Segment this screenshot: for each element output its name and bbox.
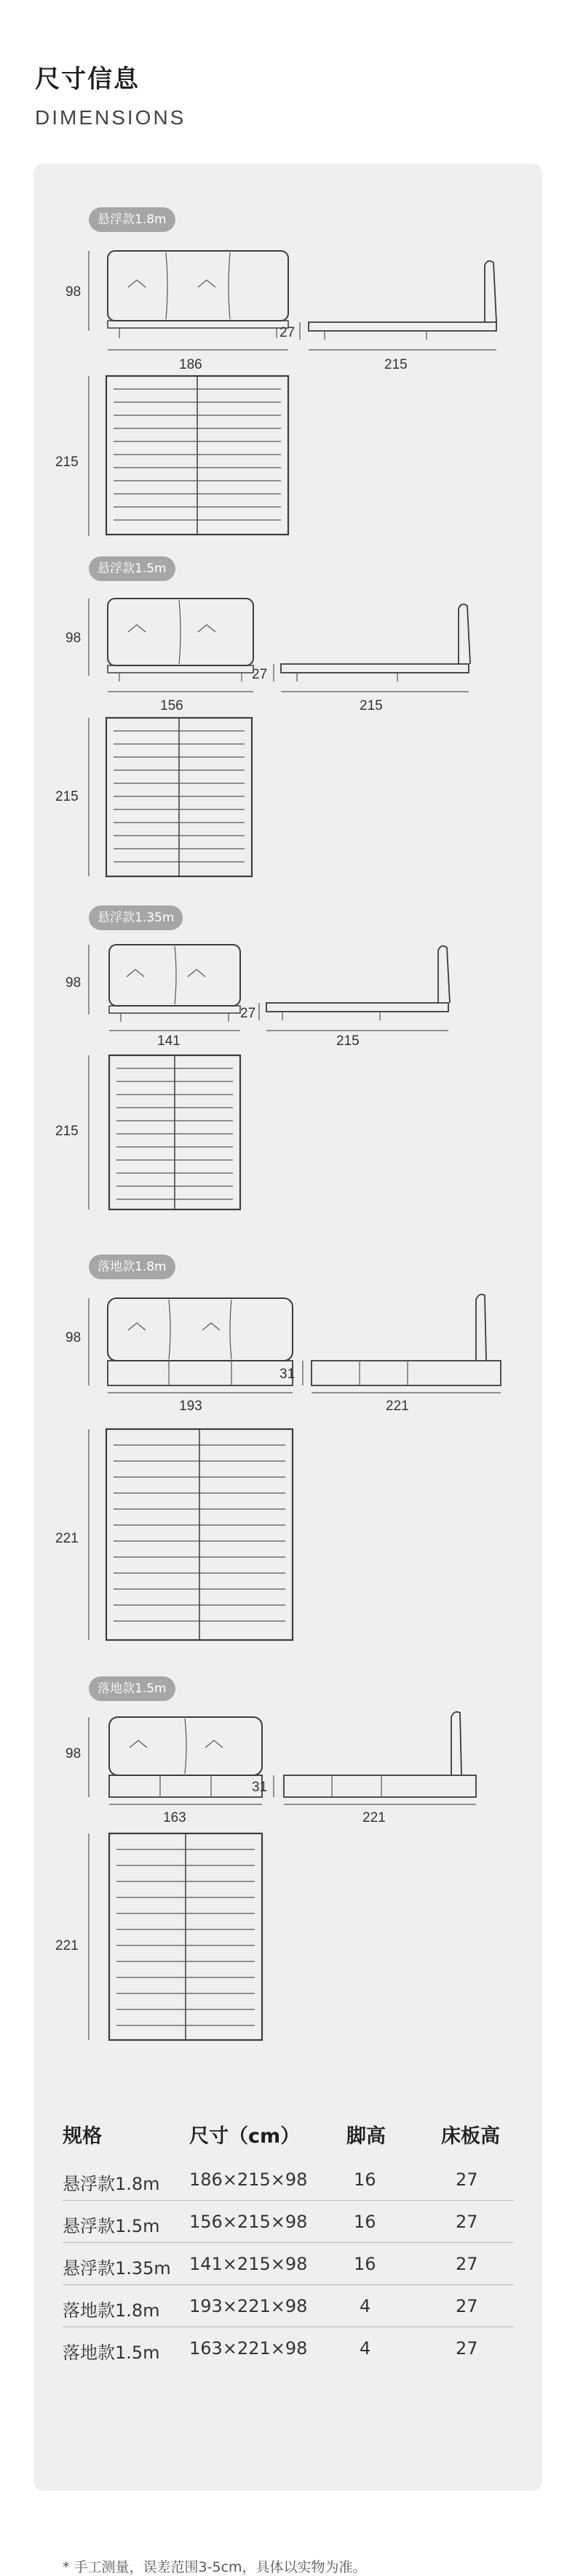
page-header [35,67,186,129]
height-label: 98 [66,1746,82,1761]
cell-spec: 悬浮款1.35m [63,2258,171,2279]
model-badge: 落地款1.8m [89,1255,175,1279]
table-row [63,2284,514,2327]
length-label: 215 [336,1033,360,1049]
cell-size: 141×215×98 [189,2254,308,2274]
table-row [63,2200,514,2243]
bed-drawing [33,1676,542,2084]
cell-board-height: 27 [456,2212,478,2232]
measurement-note: * 手工测量，误差范围3-5cm，具体以实物为准。 [63,2559,367,2575]
section-floating-1-35 [33,905,542,1240]
cell-spec: 悬浮款1.5m [63,2216,160,2236]
model-badge: 悬浮款1.35m [89,905,183,930]
cell-leg-height: 16 [354,2254,376,2274]
height-label: 98 [66,975,82,991]
model-badge: 悬浮款1.5m [89,556,175,581]
length-label: 215 [360,698,383,713]
plan-length-label: 221 [55,1938,79,1953]
cell-leg-height: 16 [354,2212,376,2232]
height-label: 98 [66,284,82,300]
cell-board-height: 27 [456,2338,478,2359]
section-ground-1-8 [33,1255,542,1662]
width-label: 141 [157,1033,181,1049]
page-subtitle: DIMENSIONS [35,106,186,129]
section-ground-1-5 [33,1676,542,2084]
width-label: 186 [179,357,202,372]
table-header [33,2120,542,2156]
model-badge: 悬浮款1.8m [89,207,175,232]
cell-spec: 落地款1.8m [63,2300,160,2321]
table-row [63,2158,514,2201]
leg-height-label: 27 [279,325,296,340]
cell-leg-height: 4 [360,2338,371,2359]
header-leg-height: 脚高 [346,2125,386,2148]
width-label: 163 [163,1810,186,1825]
cell-leg-height: 4 [360,2296,371,2316]
table-row [63,2242,514,2285]
leg-height-label: 27 [240,1006,256,1021]
header-spec: 规格 [63,2125,102,2148]
header-size: 尺寸（cm） [189,2125,301,2148]
leg-height-label: 27 [252,667,268,682]
plan-length-label: 215 [55,455,79,470]
cell-spec: 悬浮款1.8m [63,2174,160,2194]
leg-height-label: 31 [252,1780,268,1795]
plan-length-label: 221 [55,1531,79,1546]
leg-height-label: 31 [279,1367,296,1382]
plan-length-label: 215 [55,1124,79,1139]
bed-drawing [33,556,542,891]
width-label: 193 [179,1399,202,1414]
length-label: 221 [362,1810,386,1825]
cell-size: 163×221×98 [189,2338,308,2359]
model-badge: 落地款1.5m [89,1676,175,1701]
bed-drawing [33,207,542,542]
bed-drawing [33,1255,542,1662]
page-title: 尺寸信息 [35,65,140,94]
length-label: 221 [386,1399,409,1414]
cell-board-height: 27 [456,2254,478,2274]
section-floating-1-5 [33,556,542,891]
width-label: 156 [160,698,183,713]
cell-size: 186×215×98 [189,2169,308,2190]
bed-drawing [33,905,542,1240]
cell-board-height: 27 [456,2296,478,2316]
cell-size: 156×215×98 [189,2212,308,2232]
cell-spec: 落地款1.5m [63,2343,160,2363]
cell-board-height: 27 [456,2169,478,2190]
section-floating-1-8 [33,207,542,542]
dimensions-panel [33,164,542,2575]
plan-length-label: 215 [55,789,79,804]
cell-size: 193×221×98 [189,2296,308,2316]
table-row [63,2327,514,2369]
header-board-height: 床板高 [441,2125,500,2148]
height-label: 98 [66,631,82,646]
height-label: 98 [66,1330,82,1345]
cell-leg-height: 16 [354,2169,376,2190]
length-label: 215 [384,357,408,372]
